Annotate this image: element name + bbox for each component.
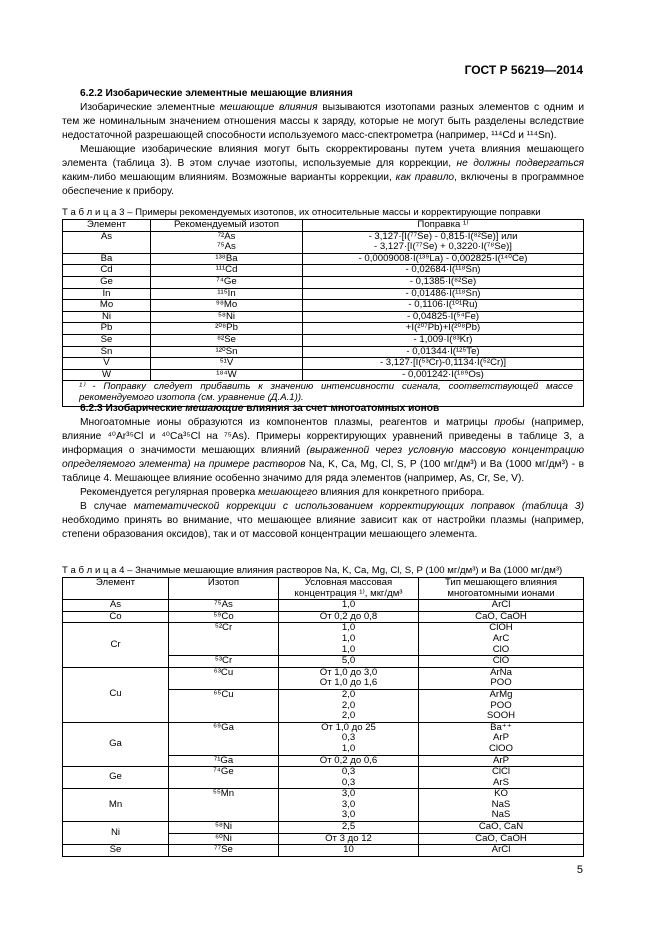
table-row bbox=[63, 767, 584, 789]
table-row bbox=[63, 722, 584, 755]
table-3-cell: ⁷⁴Ge bbox=[151, 276, 303, 288]
table-3-header-cell: Элемент bbox=[63, 220, 151, 232]
table-4-cell: ⁷⁴Ge bbox=[169, 767, 279, 789]
table-4-cell: ⁶⁹Ga bbox=[169, 722, 279, 755]
table-4-cell: От 3 до 12 bbox=[279, 833, 419, 845]
table-4-cell: CaO, CaN bbox=[419, 822, 584, 834]
table-4-cell: ⁵²Cr bbox=[169, 623, 279, 656]
table-3-cell: - 1,009·I(⁸³Kr) bbox=[303, 334, 584, 346]
table-row bbox=[63, 600, 584, 612]
paragraph: В случае математической коррекции с использованием корректирующих поправок (таблица 3) необходимо принять во внимание, что мешающее влияние зависит как от настройки плазмы (например, степени образования оксидов), так и от массовой концентрации мешающего элемента. bbox=[62, 501, 584, 540]
table-row bbox=[63, 334, 584, 346]
table-3-cell: - 0,01486·I(¹¹⁸Sn) bbox=[303, 288, 584, 300]
table-row bbox=[63, 611, 584, 623]
table-row bbox=[63, 253, 584, 265]
table-4-cell: ClCl ArS bbox=[419, 767, 584, 789]
table-4-cell: От 1,0 до 3,0 От 1,0 до 1,6 bbox=[279, 667, 419, 689]
table-4-element-cell: Ni bbox=[63, 822, 169, 845]
table-3-cell: ²⁰⁸Pb bbox=[151, 323, 303, 335]
table-4-cell: ⁵⁵Mn bbox=[169, 789, 279, 822]
table-3-header-cell: Поправка ¹⁾ bbox=[303, 220, 584, 232]
table-4-cell: ⁷¹Ga bbox=[169, 755, 279, 767]
section-6-2-2 bbox=[62, 87, 584, 199]
table-3-cell: Cd bbox=[63, 265, 151, 277]
table-3-cell: - 0,001242·I(¹⁸⁹Os) bbox=[303, 369, 584, 381]
table-3-cell: ¹¹⁵In bbox=[151, 288, 303, 300]
table-3-cell: ¹⁸⁴W bbox=[151, 369, 303, 381]
table-3-cell: ⁹⁸Mo bbox=[151, 300, 303, 312]
table-4-element-cell: As bbox=[63, 600, 169, 612]
table-3-cell: Mo bbox=[63, 300, 151, 312]
table-3-header-cell: Рекомендуемый изотоп bbox=[151, 220, 303, 232]
table-4-cell: 5,0 bbox=[279, 656, 419, 668]
table-row bbox=[63, 369, 584, 381]
table-3-cell: Ge bbox=[63, 276, 151, 288]
table-3-cell: - 0,1385·I(⁸²Se) bbox=[303, 276, 584, 288]
table-4-cell: ⁷⁵As bbox=[169, 600, 279, 612]
table-3-cell: +I(²⁰⁷Pb)+I(²⁰⁸Pb) bbox=[303, 323, 584, 335]
table-4-element-cell: Mn bbox=[63, 789, 169, 822]
table-4-element-cell: Cr bbox=[63, 623, 169, 667]
table-row bbox=[63, 789, 584, 822]
paragraph: Многоатомные ионы образуются из компонентов плазмы, реагентов и матрицы пробы (например, влияние ⁴⁰Ar³⁵Cl и ⁴⁰Ca³⁵Cl на ⁷⁵As). Примеры корректирующих уравнений приведены в таблице 3, а информация о значимости мешающих влияний (выраженной через условную массовую концентрацию определяемого элемента) на примере растворов Na, K, Ca, Mg, Cl, S, P (100 мг/дм³) и Ba (1000 мг/дм³) - в таблице 4. Мешающее влияние особенно значимо для ряда элементов (например, As, Cr, Se, V). bbox=[62, 417, 584, 484]
table-3-footnote: ¹⁾ - Поправку следует прибавить к значению интенсивности сигнала, соответствующей массе рекомендуемого изотопа (см. уравнение (Д.А.1)). bbox=[63, 381, 584, 406]
table-4-cell: 10 bbox=[279, 845, 419, 857]
table-3-cell: - 3,127·[I(⁵³Cr)-0,1134·I(⁵²Cr)] bbox=[303, 358, 584, 370]
table-row bbox=[63, 311, 584, 323]
table-row bbox=[63, 845, 584, 857]
table-3-cell: V bbox=[63, 358, 151, 370]
table-3-caption: Т а б л и ц а 3 – Примеры рекомендуемых изотопов, их относительные массы и корректирующие поправки bbox=[62, 207, 541, 218]
table-row bbox=[63, 822, 584, 834]
table-row bbox=[63, 667, 584, 689]
table-row bbox=[63, 623, 584, 656]
paragraph: Рекомендуется регулярная проверка мешающего влияния для конкретного прибора. bbox=[80, 487, 485, 498]
table-4-cell: ⁶³Cu bbox=[169, 667, 279, 689]
table-row bbox=[63, 231, 584, 253]
table-row bbox=[63, 265, 584, 277]
table-3-cell: ⁷²As ⁷⁵As bbox=[151, 231, 303, 253]
table-4-cell: ArMg POO SOOH bbox=[419, 689, 584, 722]
table-4-cell: От 0,2 до 0,6 bbox=[279, 755, 419, 767]
standard-header: ГОСТ Р 56219—2014 bbox=[464, 63, 583, 77]
table-4-cell: CaO, CaOH bbox=[419, 611, 584, 623]
table-4-cell: ArCl bbox=[419, 845, 584, 857]
table-4-header-cell: Изотоп bbox=[169, 578, 279, 600]
table-4-cell: ⁵⁹Co bbox=[169, 611, 279, 623]
table-4-header-cell: Элемент bbox=[63, 578, 169, 600]
section-6-2-3 bbox=[62, 402, 584, 542]
table-4-cell: 2,0 2,0 2,0 bbox=[279, 689, 419, 722]
table-3-cell: - 0,02684·I(¹¹⁸Sn) bbox=[303, 265, 584, 277]
table-3-cell: - 0,0009008·I(¹³⁹La) - 0,002825·I(¹⁴⁰Ce) bbox=[303, 253, 584, 265]
table-3-cell: As bbox=[63, 231, 151, 253]
paragraph: Изобарические элементные мешающие влияния вызываются изотопами разных элементов с одним и тем же номинальным значением отношения массы к заряду, которые не могут быть разделены вследствие недостаточной разрешающей способности используемого масс-спектрометра (например, ¹¹⁴Cd и ¹¹⁴Sn). bbox=[62, 102, 585, 141]
table-4-cell: 2,5 bbox=[279, 822, 419, 834]
table-3-cell: ¹¹¹Cd bbox=[151, 265, 303, 277]
table-row bbox=[63, 346, 584, 358]
table-4-cell: 0,3 0,3 bbox=[279, 767, 419, 789]
table-4-cell: ClO bbox=[419, 656, 584, 668]
page-number: 5 bbox=[576, 864, 583, 876]
table-4-cell: ArNa POO bbox=[419, 667, 584, 689]
table-row bbox=[63, 288, 584, 300]
table-row bbox=[63, 276, 584, 288]
table-3-cell: ¹³⁸Ba bbox=[151, 253, 303, 265]
paragraph: Мешающие изобарические влияния могут быть скорректированы путем учета влияния мешающего элемента (таблица 3). В этом случае изотопы, используемые для коррекции, не должны подвергаться каким-либо мешающим влияниям. Возможные варианты коррекции, как правило, включены в программное обеспечение к прибору. bbox=[62, 144, 584, 197]
section-title: 6.2.2 Изобарические элементные мешающие влияния bbox=[80, 88, 353, 99]
table-4-element-cell: Ge bbox=[63, 767, 169, 789]
table-4-cell: Ba⁺⁺ ArP ClOO bbox=[419, 722, 584, 755]
table-3-cell: Ni bbox=[63, 311, 151, 323]
table-3-cell: ⁵⁸Ni bbox=[151, 311, 303, 323]
table-3-cell: ⁸²Se bbox=[151, 334, 303, 346]
table-4-element-cell: Cu bbox=[63, 667, 169, 722]
table-3-cell: - 0,04825·I(⁵⁴Fe) bbox=[303, 311, 584, 323]
table-4 bbox=[62, 577, 584, 857]
table-4-element-cell: Se bbox=[63, 845, 169, 857]
table-3-cell: Pb bbox=[63, 323, 151, 335]
table-4-cell: ArCl bbox=[419, 600, 584, 612]
table-4-cell: CaO, CaOH bbox=[419, 833, 584, 845]
table-4-caption: Т а б л и ц а 4 – Значимые мешающие влияния растворов Na, K, Ca, Mg, Cl, S, P (100 мг/дм³) и Ba (1000 мг/дм³) bbox=[62, 565, 563, 576]
table-4-cell: ⁷⁷Se bbox=[169, 845, 279, 857]
table-4-cell: ClOH ArC ClO bbox=[419, 623, 584, 656]
table-3 bbox=[62, 219, 584, 407]
table-3-cell: Se bbox=[63, 334, 151, 346]
table-3-cell: - 3,127·[I(⁷⁷Se) - 0,815·I(⁸²Se)] или - 3,127·[I(⁷⁷Se) + 0,3220·I(⁷⁸Se)] bbox=[303, 231, 584, 253]
section-title: 6.2.3 Изобарические мешающие влияния за счет многоатомных ионов bbox=[80, 403, 440, 414]
table-row bbox=[63, 358, 584, 370]
table-4-cell: ⁵⁸Ni bbox=[169, 822, 279, 834]
table-4-cell: 1,0 bbox=[279, 600, 419, 612]
table-3-cell: Sn bbox=[63, 346, 151, 358]
table-3-cell: ¹²⁰Sn bbox=[151, 346, 303, 358]
table-4-cell: От 0,2 до 0,8 bbox=[279, 611, 419, 623]
table-4-element-cell: Co bbox=[63, 611, 169, 623]
table-3-cell: ⁵¹V bbox=[151, 358, 303, 370]
table-4-cell: 3,0 3,0 3,0 bbox=[279, 789, 419, 822]
table-3-cell: - 0,01344·I(¹²⁵Te) bbox=[303, 346, 584, 358]
table-3-cell: Ba bbox=[63, 253, 151, 265]
table-4-element-cell: Ga bbox=[63, 722, 169, 766]
table-4-header-cell: Условная массовая концентрация ¹⁾, мкг/дм³ bbox=[279, 578, 419, 600]
table-3-cell: In bbox=[63, 288, 151, 300]
table-4-header-cell: Тип мешающего влияния многоатомными ионами bbox=[419, 578, 584, 600]
table-row bbox=[63, 300, 584, 312]
table-row bbox=[63, 323, 584, 335]
table-4-cell: ⁶⁰Ni bbox=[169, 833, 279, 845]
table-4-cell: ⁵³Cr bbox=[169, 656, 279, 668]
table-3-cell: - 0,1106·I(¹⁰¹Ru) bbox=[303, 300, 584, 312]
table-4-cell: От 1,0 до 25 0,3 1,0 bbox=[279, 722, 419, 755]
table-4-cell: 1,0 1,0 1,0 bbox=[279, 623, 419, 656]
table-4-cell: KO NaS NaS bbox=[419, 789, 584, 822]
table-4-cell: ⁶⁵Cu bbox=[169, 689, 279, 722]
table-3-cell: W bbox=[63, 369, 151, 381]
table-4-cell: ArP bbox=[419, 755, 584, 767]
